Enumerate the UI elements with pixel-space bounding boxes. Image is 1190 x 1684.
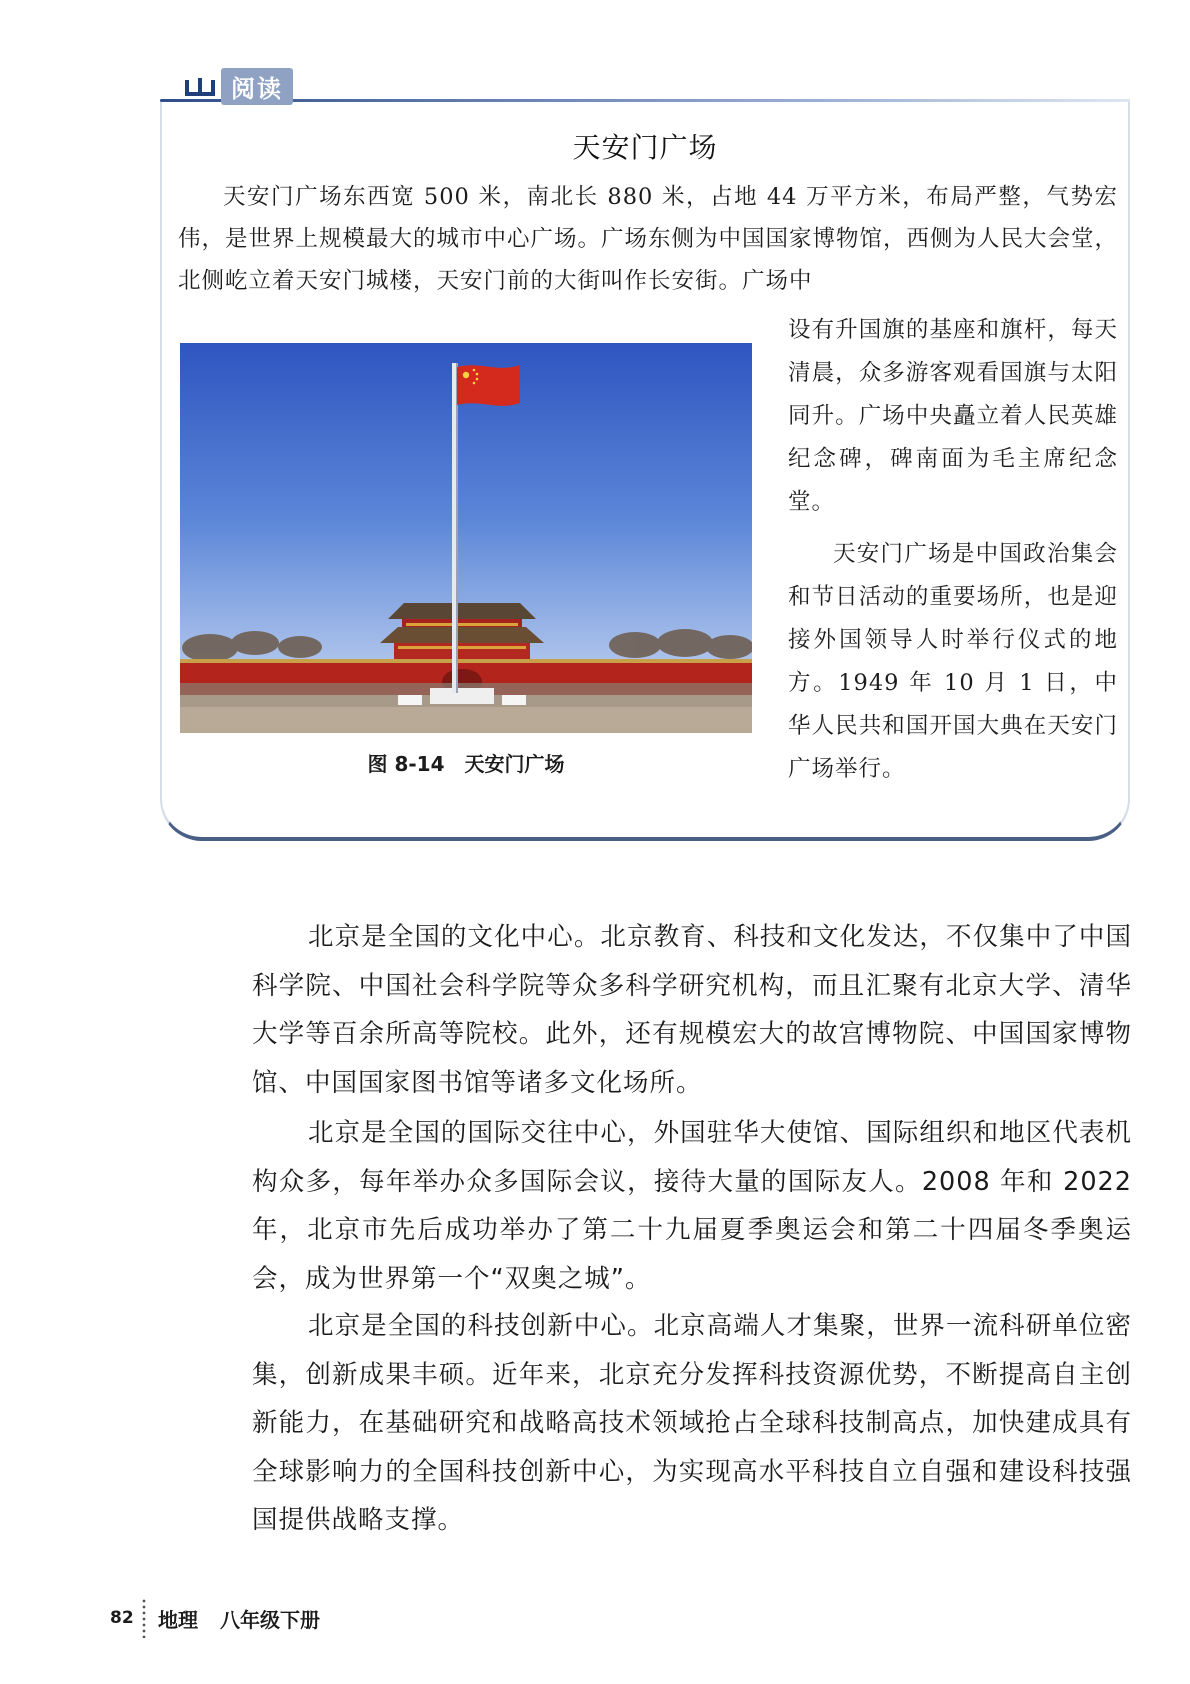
reading-side-paragraph-2: 天安门广场是中国政治集会和节日活动的重要场所，也是迎接外国领导人时举行仪式的地方。1949 年 10 月 1 日，中华人民共和国开国大典在天安门广场举行。 [788,541,1118,782]
body-paragraph-technology: 北京是全国的科技创新中心。北京高端人才集聚，世界一流科研单位密集，创新成果丰硕。近年来，北京充分发挥科技资源优势，不断提高自主创新能力，在基础研究和战略高技术领域抢占全球科技制高点，加快建成具有全球影响力的全国科技创新中心，为实现高水平科技自立自强和建设科技强国提供战略支撑。 [252,1311,1132,1535]
figure-caption-text: 天安门广场 [464,752,565,776]
footer-grade: 八年级下册 [220,1607,320,1632]
body-paragraph-international: 北京是全国的国际交往中心，外国驻华大使馆、国际组织和地区代表机构众多，每年举办众多国际会议，接待大量的国际友人。2008 年和 2022 年，北京市先后成功举办了第二十九届夏季奥运会和第二十四届冬季奥运会，成为世界第一个“双奥之城”。 [252,1118,1132,1294]
footer-subject: 地理 [158,1607,198,1632]
footer-divider [140,1598,148,1638]
book-icon [183,74,217,98]
reading-side-paragraph-1: 设有升国旗的基座和旗杆，每天清晨，众多游客观看国旗与太阳同升。广场中央矗立着人民英雄纪念碑，碑南面为毛主席纪念堂。 [788,317,1118,515]
reading-tag-label: 阅读 [221,68,293,105]
page-number: 82 [110,1608,134,1628]
reading-tag [183,70,293,102]
body-paragraph-culture: 北京是全国的文化中心。北京教育、科技和文化发达，不仅集中了中国科学院、中国社会科学院等众多科学研究机构，而且汇聚有北京大学、清华大学等百余所高等院校。此外，还有规模宏大的故宫博物院、中国国家博物馆、中国国家图书馆等诸多文化场所。 [252,922,1132,1098]
figure-caption [180,748,752,777]
tiananmen-square-photo [180,343,752,733]
figure-number: 图 8-14 [367,752,445,776]
reading-box-title: 天安门广场 [572,131,718,164]
page-footer [110,1598,320,1638]
reading-intro-paragraph: 天安门广场东西宽 500 米，南北长 880 米，占地 44 万平方米，布局严整，气势宏伟，是世界上规模最大的城市中心广场。广场东侧为中国国家博物馆，西侧为人民大会堂，北侧屹立着天安门城楼，天安门前的大街叫作长安街。广场中 [178,184,1119,294]
reading-box-top-rule [160,99,1130,102]
